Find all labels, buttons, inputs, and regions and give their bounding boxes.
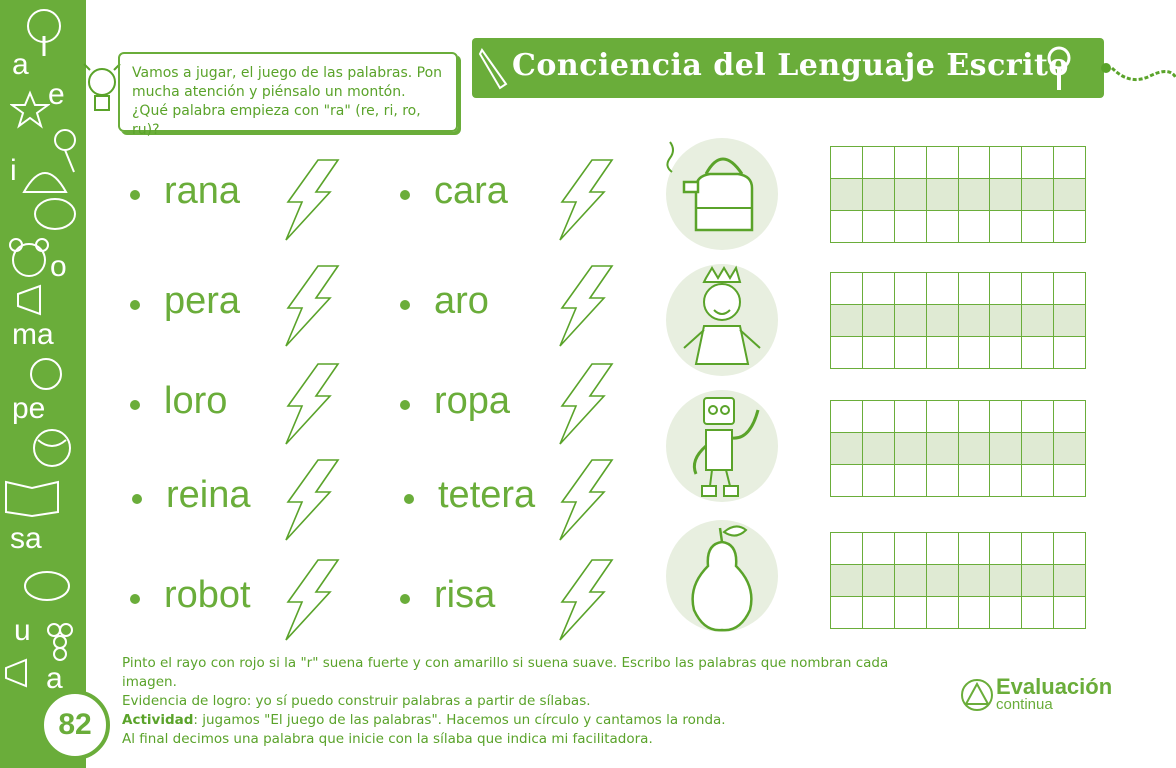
lightning-bolt-icon[interactable]: [550, 264, 614, 348]
megaphone-icon: [2, 658, 42, 688]
rope-decoration: [1100, 56, 1176, 90]
footer-line: Evidencia de logro: yo sí puedo construir palabras a partir de sílabas.: [122, 693, 591, 709]
lightning-bolt-icon[interactable]: [276, 158, 340, 242]
bear-icon: [6, 236, 52, 280]
picture-queen: [666, 264, 778, 376]
writing-grid[interactable]: [830, 532, 1086, 629]
word-item: aro: [434, 280, 489, 322]
sidebar-letter: u: [14, 614, 31, 647]
lightning-bolt-icon[interactable]: [550, 558, 614, 642]
word-item: loro: [164, 380, 228, 422]
lightning-bolt-icon[interactable]: [550, 362, 614, 446]
picture-robot: [666, 390, 778, 502]
igloo-icon: [22, 160, 68, 194]
tree-icon: [18, 6, 70, 58]
ball-icon: [30, 426, 74, 470]
writing-grid[interactable]: [830, 400, 1086, 497]
apple-icon: [26, 352, 66, 392]
megaphone-icon: [14, 284, 60, 316]
lightning-bolt-icon[interactable]: [276, 558, 340, 642]
pencil-icon: [478, 46, 510, 90]
activity-text: : jugamos "El juego de las palabras". Hacemos un círculo y cantamos la ronda.: [193, 712, 726, 728]
picture-pear: [666, 520, 778, 632]
picture-kettle: [666, 138, 778, 250]
page-number: 82: [40, 690, 110, 760]
footer-instructions: [122, 654, 942, 749]
book-icon: [2, 472, 62, 518]
evaluation-subtitle: continua: [996, 696, 1053, 713]
lightbulb-icon: [82, 56, 122, 120]
word-item: cara: [434, 170, 508, 212]
title-banner: [472, 38, 1104, 98]
star-icon: [10, 90, 50, 130]
footer-line: Al final decimos una palabra que inicie con la sílaba que indica mi facilitadora.: [122, 731, 653, 747]
sidebar-letter: a: [46, 662, 63, 695]
queen-icon: [666, 264, 778, 376]
page-title: Conciencia del Lenguaje Escrito: [512, 48, 1069, 83]
instruction-line: Vamos a jugar, el juego de las palabras. Pon: [132, 65, 443, 81]
sidebar-letter: pe: [12, 392, 46, 425]
triangle-logo-icon: [960, 678, 994, 712]
magnifier-icon: [1044, 44, 1074, 92]
instruction-box: [118, 52, 458, 138]
sidebar-letter: o: [50, 250, 67, 283]
grapes-icon: [42, 612, 78, 666]
sidebar: [0, 0, 86, 768]
kettle-icon: [666, 138, 778, 250]
sidebar-letter: ma: [12, 318, 54, 351]
sidebar-letter: i: [10, 154, 17, 187]
lightning-bolt-icon[interactable]: [276, 362, 340, 446]
robot-icon: [666, 390, 778, 502]
pear-icon: [666, 520, 778, 632]
footer-line: [122, 711, 942, 730]
word-item: rana: [164, 170, 241, 212]
activity-label: Actividad: [122, 712, 194, 728]
instruction-line: mucha atención y piénsalo un montón.: [132, 84, 406, 100]
sidebar-letter: sa: [10, 522, 42, 555]
lightning-bolt-icon[interactable]: [276, 264, 340, 348]
writing-grid[interactable]: [830, 272, 1086, 369]
speech-bubble-icon: [32, 196, 78, 236]
word-item: robot: [164, 574, 251, 616]
word-item: tetera: [438, 474, 536, 516]
lightning-bolt-icon[interactable]: [550, 158, 614, 242]
lightning-bolt-icon[interactable]: [550, 458, 614, 542]
word-item: reina: [166, 474, 251, 516]
writing-grid[interactable]: [830, 146, 1086, 243]
lightning-bolt-icon[interactable]: [276, 458, 340, 542]
word-item: risa: [434, 574, 496, 616]
sidebar-letter: e: [48, 78, 65, 111]
evaluation-title: Evaluación: [996, 674, 1113, 699]
evaluation-logo: [960, 674, 1113, 718]
word-item: pera: [164, 280, 241, 322]
frog-icon: [20, 560, 74, 604]
instruction-line: ¿Qué palabra empieza con "ra" (re, ri, ro, ru)?: [132, 103, 421, 138]
footer-line: Pinto el rayo con rojo si la "r" suena fuerte y con amarillo si suena suave. Escribo las palabras que nombran cada imagen.: [122, 655, 889, 690]
word-item: ropa: [434, 380, 511, 422]
sidebar-letter: a: [12, 48, 29, 81]
